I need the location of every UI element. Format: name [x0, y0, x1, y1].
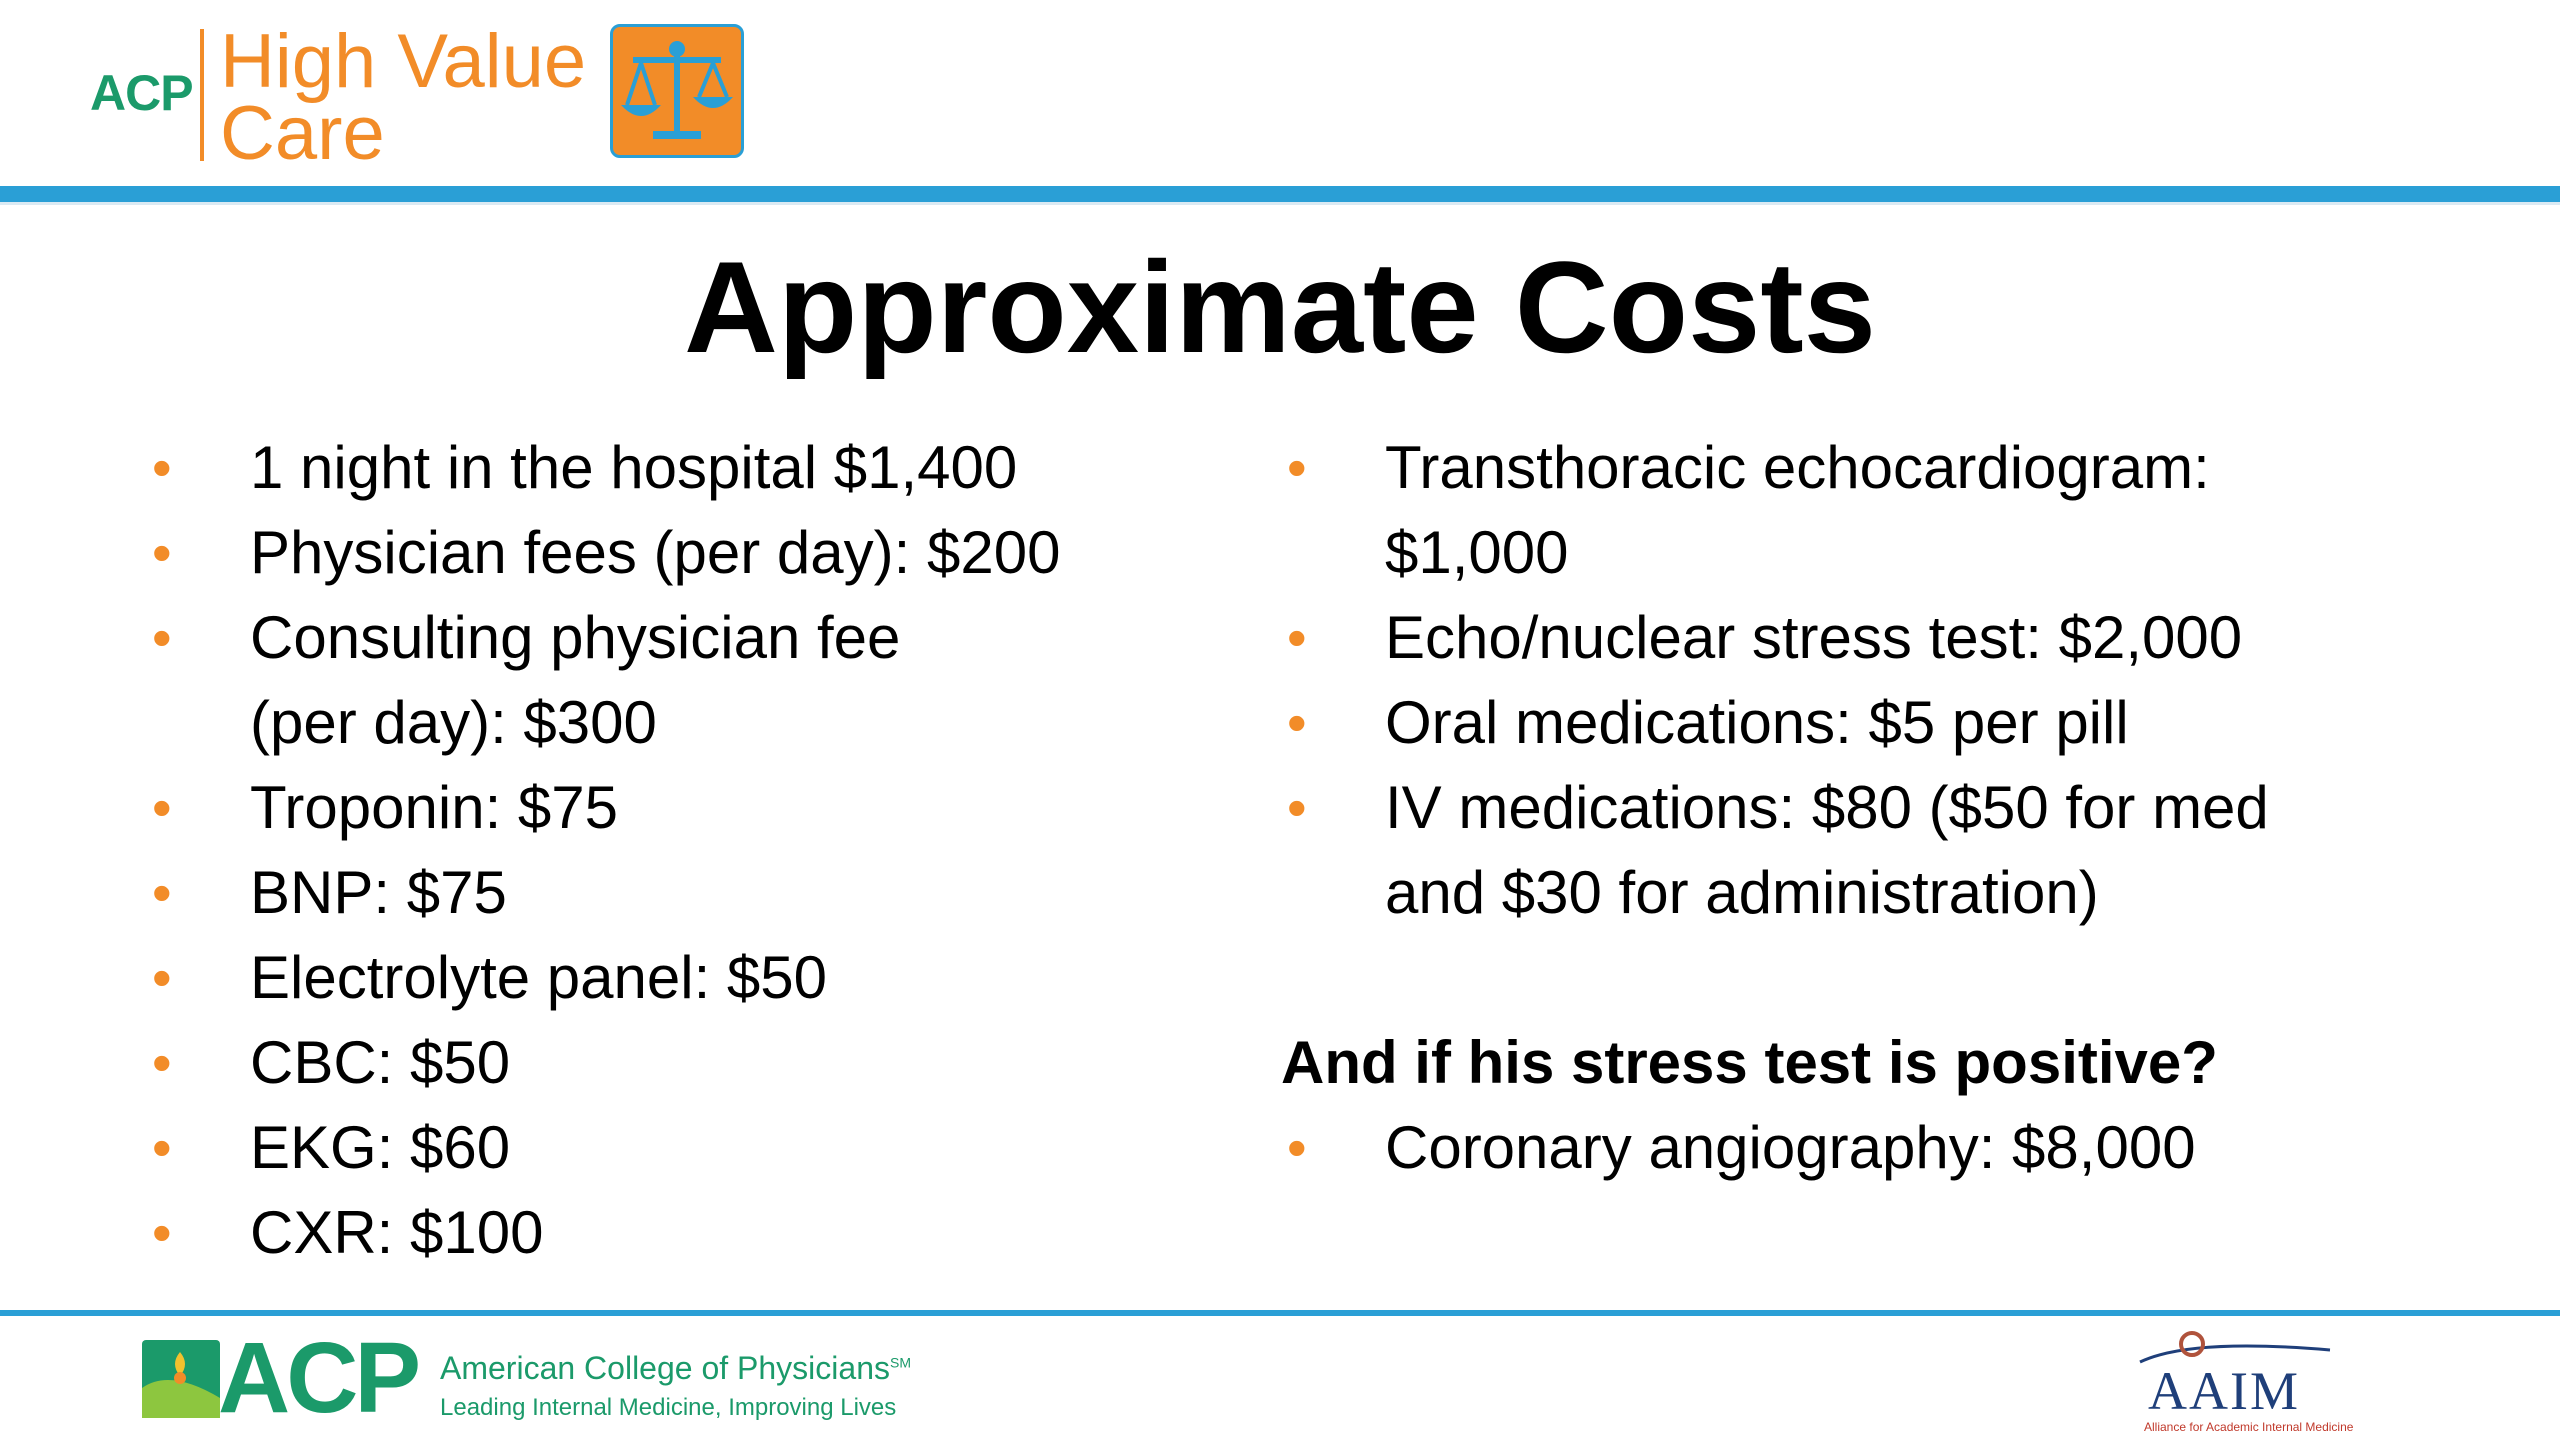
bullet-icon: •	[152, 1031, 172, 1094]
acp-name-text: American College of Physicians	[440, 1350, 890, 1386]
cost-item-text: Physician fees (per day): $200	[250, 519, 1061, 586]
acp-tagline: Leading Internal Medicine, Improving Lives	[440, 1394, 897, 1421]
left-cost-list	[140, 425, 1240, 1275]
cost-item	[1275, 595, 2475, 680]
cost-item-text: BNP: $75	[250, 859, 507, 926]
cost-item-text: EKG: $60	[250, 1114, 511, 1181]
left-bullet-list	[140, 425, 1240, 1275]
cost-item	[1275, 765, 2475, 935]
acp-wordmark: ACP	[218, 1322, 418, 1434]
cost-item	[140, 850, 1240, 935]
cost-item	[1275, 425, 2475, 595]
cost-item-text: and $30 for administration)	[1385, 859, 2099, 926]
cost-item-text: 1 night in the hospital $1,400	[250, 434, 1018, 501]
bullet-icon: •	[152, 946, 172, 1009]
header	[0, 0, 2560, 186]
cost-item-text: Echo/nuclear stress test: $2,000	[1385, 604, 2243, 671]
high-value-care-logo	[90, 19, 750, 176]
cost-item-text: (per day): $300	[250, 689, 657, 756]
bullet-icon: •	[152, 1116, 172, 1179]
brand-line-2: Care	[220, 91, 385, 176]
acp-emblem-icon	[140, 1338, 222, 1420]
cost-item-text: Troponin: $75	[250, 774, 619, 841]
right-cost-list	[1275, 425, 2475, 1190]
cost-item	[140, 425, 1240, 510]
brand-line-1: High Value	[220, 19, 587, 104]
bullet-icon: •	[1287, 1116, 1307, 1179]
acp-footer-logo	[140, 1322, 940, 1434]
bullet-icon: •	[152, 861, 172, 924]
bullet-icon: •	[152, 606, 172, 669]
footer-rule	[0, 1310, 2560, 1316]
cost-item	[1275, 680, 2475, 765]
cost-item-text: CBC: $50	[250, 1029, 511, 1096]
bullet-icon: •	[152, 521, 172, 584]
cost-item	[140, 935, 1240, 1020]
cost-item	[1275, 1105, 2475, 1190]
cost-item	[140, 1190, 1240, 1275]
bullet-icon: •	[152, 1201, 172, 1264]
bullet-icon: •	[152, 776, 172, 839]
acp-service-mark: SM	[889, 1354, 911, 1371]
logo-divider	[200, 29, 204, 161]
stress-test-question: And if his stress test is positive?	[1281, 1029, 2218, 1096]
cost-item-text: IV medications: $80 ($50 for med	[1385, 774, 2269, 841]
aaim-footer-logo	[2130, 1330, 2430, 1434]
bullet-icon: •	[1287, 606, 1307, 669]
acp-small-label: ACP	[90, 65, 193, 121]
header-rule	[0, 186, 2560, 202]
cost-item	[140, 1105, 1240, 1190]
aaim-wordmark: AAIM	[2148, 1361, 2300, 1421]
cost-item-text: Coronary angiography: $8,000	[1385, 1114, 2196, 1181]
cost-item	[140, 1020, 1240, 1105]
scales-icon	[610, 24, 744, 158]
right-bullet-list	[1275, 425, 2475, 935]
cost-item	[140, 595, 1240, 765]
header-rule-shadow	[0, 202, 2560, 205]
aaim-subtitle: Alliance for Academic Internal Medicine	[2144, 1420, 2354, 1434]
cost-item-text: $1,000	[1385, 519, 1569, 586]
cost-item	[140, 765, 1240, 850]
bullet-icon: •	[1287, 776, 1307, 839]
acp-full-name	[440, 1350, 911, 1387]
question-bullet-list	[1275, 1105, 2475, 1190]
slide-title: Approximate Costs	[684, 234, 1876, 380]
cost-item-text: Transthoracic echocardiogram:	[1385, 434, 2210, 501]
cost-item-text: Consulting physician fee	[250, 604, 901, 671]
bullet-icon: •	[1287, 691, 1307, 754]
cost-item	[140, 510, 1240, 595]
bullet-icon: •	[152, 436, 172, 499]
cost-item-text: Oral medications: $5 per pill	[1385, 689, 2129, 756]
bullet-icon: •	[1287, 436, 1307, 499]
cost-item-text: Electrolyte panel: $50	[250, 944, 828, 1011]
cost-item-text: CXR: $100	[250, 1199, 544, 1266]
